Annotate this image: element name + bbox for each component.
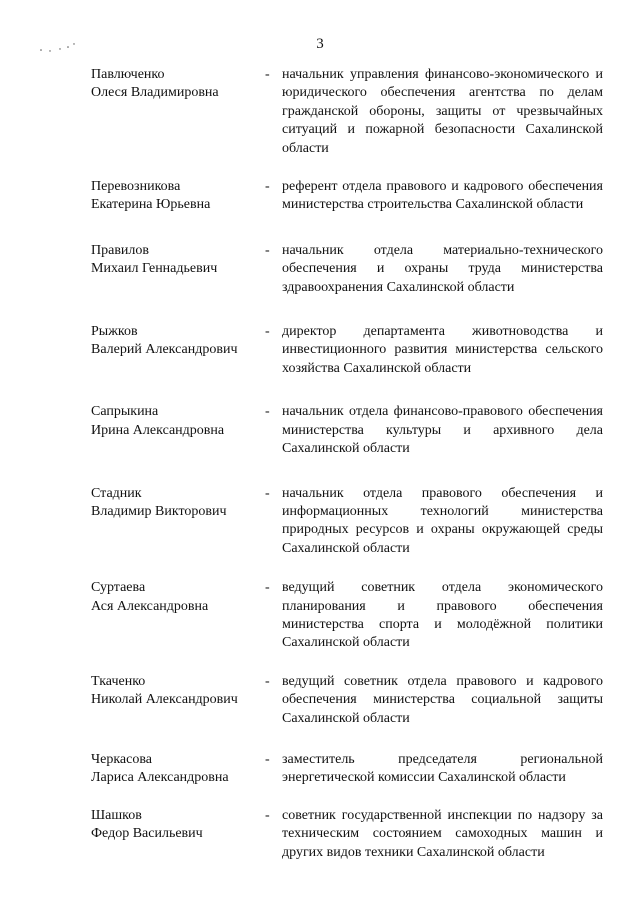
list-item [91,66,603,158]
person-given-names: Валерий Александрович [91,342,238,358]
person-name [91,403,266,440]
person-surname: Ткаченко [91,673,146,689]
person-name [91,751,266,788]
list-item [91,242,603,297]
list-item [91,807,603,862]
personnel-list [91,66,603,862]
list-item [91,323,603,378]
person-surname: Перевозникова [91,179,181,195]
person-position: начальник отдела правового обеспечения и информационных технологий министерства природных ресурсов и охраны окружающей среды Сахалинской области [282,485,603,556]
person-surname: Стадник [91,485,142,501]
person-position: ведущий советник отдела экономического планирования и правового обеспечения министерства спорта и молодёжной политики Сахалинской области [282,580,603,651]
page-number: 3 [316,36,324,52]
list-item [91,751,603,788]
list-item [91,403,603,458]
separator-dash: - [265,242,270,258]
person-given-names: Ася Александровна [91,598,209,614]
person-surname: Суртаева [91,580,146,596]
separator-dash: - [265,673,270,689]
separator-dash: - [265,580,270,596]
person-name [91,242,266,279]
list-item [91,579,603,653]
person-position: заместитель председателя региональной энергетической комиссии Сахалинской области [282,751,603,786]
person-given-names: Олеся Владимировна [91,85,219,101]
separator-dash: - [265,751,270,767]
person-given-names: Владимир Викторович [91,503,227,519]
person-position: директор департамента животноводства и инвестиционного развития министерства сельского хозяйства Сахалинской области [282,324,603,376]
person-given-names: Екатерина Юрьевна [91,197,211,213]
separator-dash: - [265,404,270,420]
list-item [91,485,603,559]
person-position: ведущий советник отдела правового и кадрового обеспечения министерства социальной защиты Сахалинской области [282,673,603,726]
person-name [91,178,266,215]
person-name [91,807,266,844]
person-given-names: Михаил Геннадьевич [91,261,218,277]
person-given-names: Федор Васильевич [91,826,203,842]
person-surname: Сапрыкина [91,404,159,420]
person-given-names: Ирина Александровна [91,422,225,438]
list-item [91,178,603,215]
list-item [91,673,603,728]
person-surname: Правилов [91,242,150,258]
person-position: советник государственной инспекции по надзору за техническим состоянием самоходных машин и других видов техники Сахалинской области [282,807,603,860]
separator-dash: - [265,807,270,823]
person-name [91,323,266,360]
person-surname: Шашков [91,807,142,823]
person-name [91,673,266,710]
person-name [91,485,266,522]
person-position: начальник отдела финансово-правового обеспечения министерства культуры и архивного дела Сахалинской области [282,404,603,457]
separator-dash: - [265,485,270,501]
person-given-names: Николай Александрович [91,692,238,708]
separator-dash: - [265,324,270,340]
separator-dash: - [265,179,270,195]
person-position: начальник отдела материально-технического обеспечения и охраны труда министерства здравоохранения Сахалинской области [282,242,603,295]
person-surname: Рыжков [91,324,138,340]
person-name [91,579,266,616]
person-given-names: Лариса Александровна [91,770,229,786]
person-surname: Павлюченко [91,67,165,82]
separator-dash: - [265,67,270,82]
person-position: референт отдела правового и кадрового обеспечения министерства строительства Сахалинской области [282,179,603,213]
person-name [91,66,266,103]
person-surname: Черкасова [91,751,152,767]
person-position: начальник управления финансово-экономического и юридического обеспечения агентства по делам гражданской обороны, защиты от чрезвычайных ситуаций и пожарной безопасности Сахалинской области [282,67,603,156]
